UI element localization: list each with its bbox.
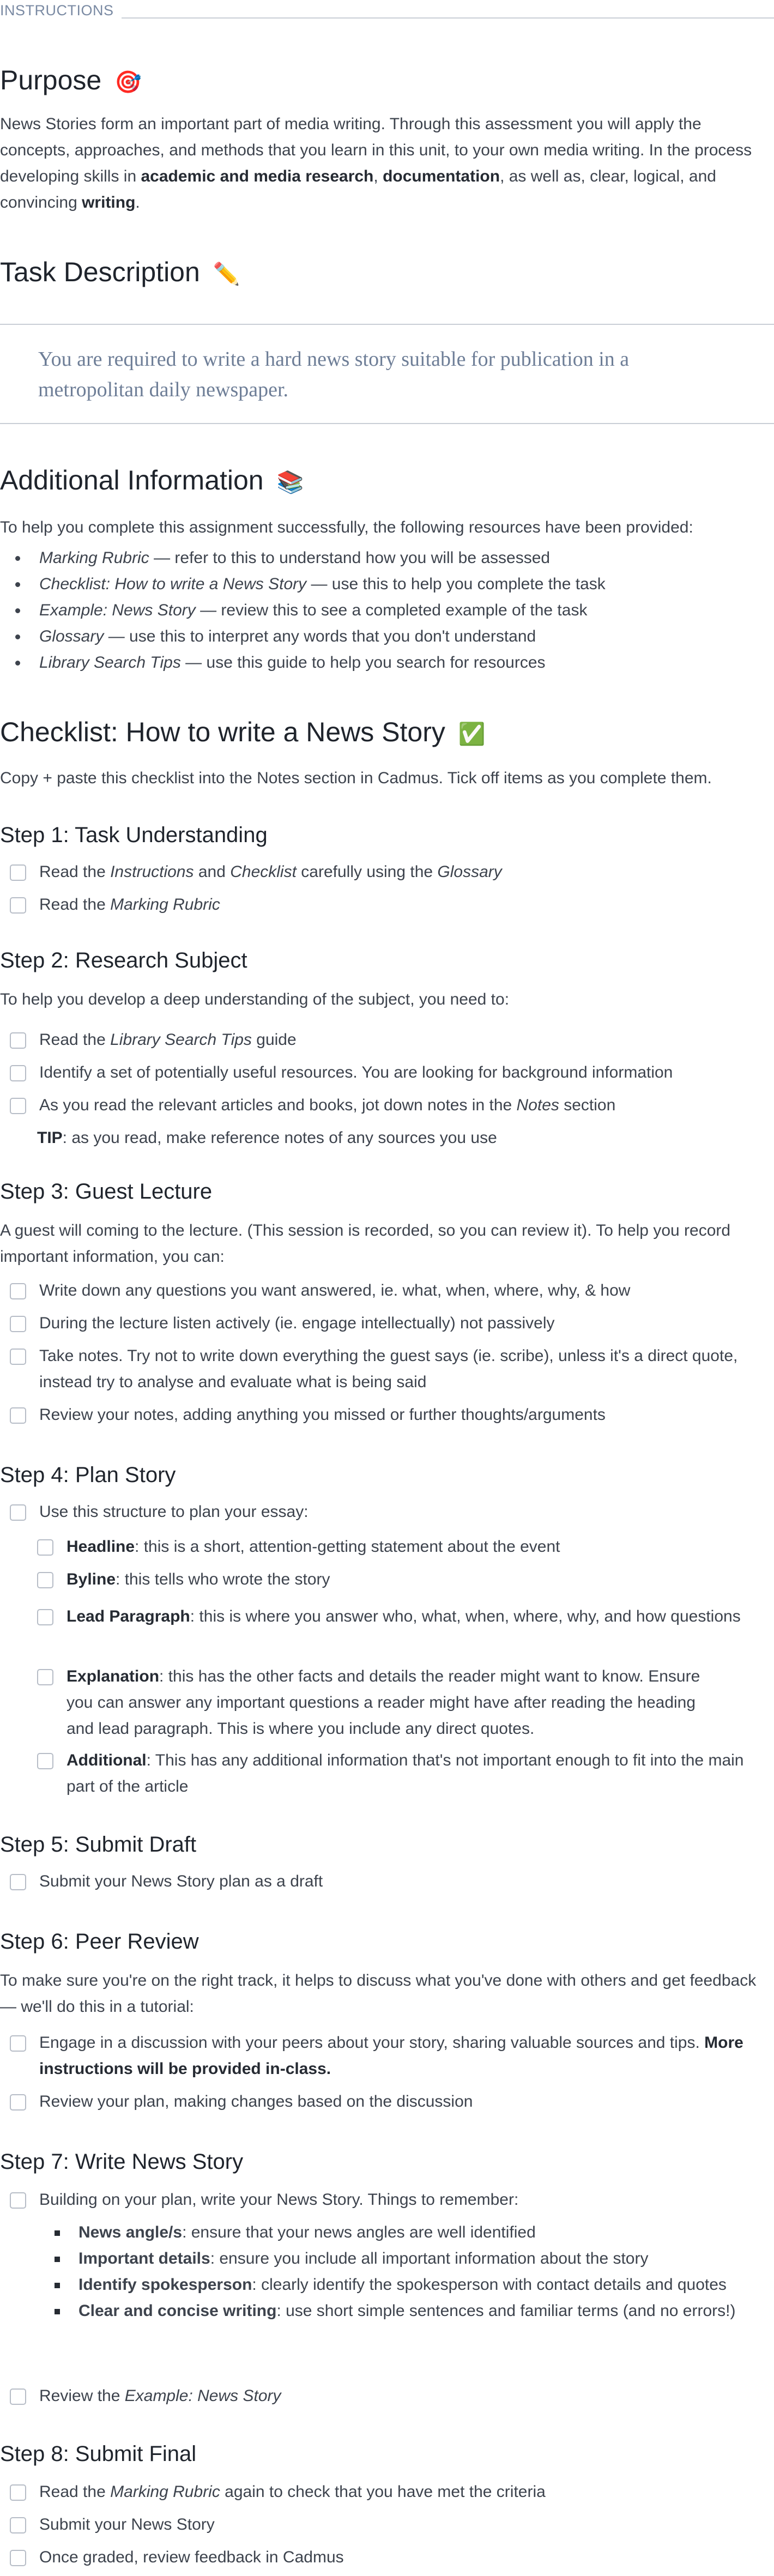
step6-heading: Step 6: Peer Review [0, 1930, 199, 1954]
checkbox[interactable] [10, 1032, 26, 1049]
checkbox[interactable] [10, 1874, 26, 1890]
checkbox[interactable] [10, 897, 26, 914]
instructions-header [0, 0, 774, 27]
checkbox[interactable] [37, 1669, 53, 1685]
target-icon: 🎯 [114, 70, 142, 94]
task-heading [0, 256, 240, 288]
checkbox[interactable] [10, 2035, 26, 2052]
task-title: Task Description [0, 257, 200, 287]
instructions-label: INSTRUCTIONS [0, 2, 122, 19]
checklist-item[interactable]: Write down any questions you want answered, ie. what, when, where, why, & how [10, 1278, 762, 1304]
checklist-item[interactable]: Review your plan, making changes based on the discussion [10, 2089, 762, 2115]
checklist-item[interactable]: Take notes. Try not to write down everything the guest says (ie. scribe), unless it's a direct quote, instead try to analyse and evaluate what is being said [10, 1343, 762, 1395]
purpose-heading [0, 64, 142, 96]
list-item: Example: News Story — review this to see a completed example of the task [0, 597, 763, 624]
checklist-heading [0, 716, 486, 748]
checklist-item[interactable]: Review the Example: News Story [10, 2383, 762, 2409]
step7-heading: Step 7: Write News Story [0, 2150, 244, 2174]
checkbox[interactable] [10, 2484, 26, 2501]
step8-heading: Step 8: Submit Final [0, 2442, 197, 2466]
checklist-item[interactable]: Additional: This has any additional information that's not important enough to fit into the main part of the article [37, 1747, 746, 1800]
checkbox[interactable] [10, 2192, 26, 2209]
checklist-item[interactable]: Engage in a discussion with your peers about your story, sharing valuable sources and tips. More instructions will be provided in-class. [10, 2030, 762, 2082]
checkbox[interactable] [10, 2517, 26, 2533]
list-item: Clear and concise writing: use short simple sentences and familiar terms (and no errors!) [39, 2298, 737, 2324]
checkbox[interactable] [10, 864, 26, 881]
task-quote: You are required to write a hard news story suitable for publication in a metropolitan daily newspaper. [38, 348, 630, 401]
checklist-item[interactable]: Headline: this is a short, attention-getting statement about the event [37, 1534, 762, 1560]
quote-top-divider [0, 324, 774, 325]
list-item: Checklist: How to write a News Story — use this to help you complete the task [0, 571, 763, 597]
checkbox[interactable] [10, 1407, 26, 1424]
step6-intro: To make sure you're on the right track, it helps to discuss what you've done with others and get feedback — we'll do this in a tutorial: [0, 1972, 757, 2016]
checkbox[interactable] [10, 1098, 26, 1114]
check-mark-icon: ✅ [458, 722, 486, 746]
checklist-item[interactable]: Read the Instructions and Checklist carefully using the Glossary [10, 859, 762, 885]
checklist-item[interactable]: Read the Marking Rubric again to check that you have met the criteria [10, 2479, 762, 2505]
checkbox[interactable] [37, 1609, 53, 1625]
checklist-item[interactable]: Review your notes, adding anything you missed or further thoughts/arguments [10, 1402, 762, 1428]
quote-bottom-divider [0, 423, 774, 424]
checklist-item[interactable]: Read the Library Search Tips guide [10, 1027, 762, 1053]
checkbox[interactable] [10, 2094, 26, 2111]
checklist-item[interactable]: Use this structure to plan your essay: [10, 1499, 762, 1525]
list-item: News angle/s: ensure that your news angles are well identified [39, 2220, 737, 2246]
step2-intro: To help you develop a deep understanding of the subject, you need to: [0, 990, 510, 1008]
checklist-title: Checklist: How to write a News Story [0, 717, 445, 747]
checklist-item[interactable]: Byline: this tells who wrote the story [37, 1567, 762, 1593]
resource-list [0, 545, 763, 676]
checklist-item[interactable]: Submit your News Story plan as a draft [10, 1868, 762, 1895]
checkbox[interactable] [10, 1316, 26, 1332]
checklist-item[interactable]: During the lecture listen actively (ie. engage intellectually) not passively [10, 1310, 762, 1337]
checkbox[interactable] [10, 1504, 26, 1521]
checklist-item[interactable]: Read the Marking Rubric [10, 892, 762, 918]
purpose-paragraph: News Stories form an important part of media writing. Through this assessment you will apply the concepts, approaches, and methods that you learn in this unit, to your own media writing. In the process developing skills in academic and media research, documentation, as well as, clear, logical, and convincing writing. [0, 115, 752, 211]
step4-heading: Step 4: Plan Story [0, 1463, 176, 1487]
checkbox[interactable] [37, 1539, 53, 1556]
checklist-item[interactable]: Submit your News Story [10, 2512, 762, 2538]
checkbox[interactable] [37, 1572, 53, 1588]
list-item: Marking Rubric — refer to this to understand how you will be assessed [0, 545, 763, 571]
list-item: Identify spokesperson: clearly identify the spokesperson with contact details and quotes [39, 2272, 737, 2298]
checkbox[interactable] [10, 1349, 26, 1365]
checklist-item[interactable]: Explanation: this has the other facts and details the reader might want to know. Ensure you can answer any important questions a reader might have after reading the heading and lead paragraph. This is where you include any direct quotes. [37, 1664, 724, 1742]
pencil-icon: ✏️ [213, 262, 240, 286]
tip-note: TIP: as you read, make reference notes of any sources you use [37, 1129, 497, 1147]
step3-heading: Step 3: Guest Lecture [0, 1180, 213, 1204]
step2-heading: Step 2: Research Subject [0, 948, 247, 972]
additional-title: Additional Information [0, 465, 264, 495]
checkbox[interactable] [10, 2550, 26, 2566]
checkbox[interactable] [10, 1283, 26, 1299]
list-item: Important details: ensure you include all important information about the story [39, 2246, 737, 2272]
checklist-intro: Copy + paste this checklist into the Notes section in Cadmus. Tick off items as you complete them. [0, 769, 712, 787]
additional-heading [0, 464, 304, 496]
list-item: Glossary — use this to interpret any words that you don't understand [0, 624, 763, 650]
checklist-item[interactable]: As you read the relevant articles and books, jot down notes in the Notes section [10, 1092, 762, 1118]
books-icon: 📚 [276, 470, 304, 494]
additional-intro: To help you complete this assignment successfully, the following resources have been provided: [0, 518, 693, 536]
checkbox[interactable] [37, 1753, 53, 1769]
purpose-title: Purpose [0, 65, 102, 95]
checklist-item[interactable]: Once graded, review feedback in Cadmus [10, 2544, 762, 2571]
checklist-item[interactable]: Lead Paragraph: this is where you answer who, what, when, where, why, and how questions [37, 1604, 746, 1630]
checklist-item[interactable]: Identify a set of potentially useful resources. You are looking for background information [10, 1060, 762, 1086]
list-item: Library Search Tips — use this guide to help you search for resources [0, 650, 763, 676]
checkbox[interactable] [10, 1065, 26, 1081]
checkbox[interactable] [10, 2388, 26, 2405]
step5-heading: Step 5: Submit Draft [0, 1833, 197, 1857]
reminder-list [39, 2220, 737, 2324]
checklist-item[interactable]: Building on your plan, write your News Story. Things to remember: [10, 2187, 762, 2213]
step1-heading: Step 1: Task Understanding [0, 823, 268, 847]
step3-intro: A guest will coming to the lecture. (This session is recorded, so you can review it). To help you record important information, you can: [0, 1222, 731, 1266]
